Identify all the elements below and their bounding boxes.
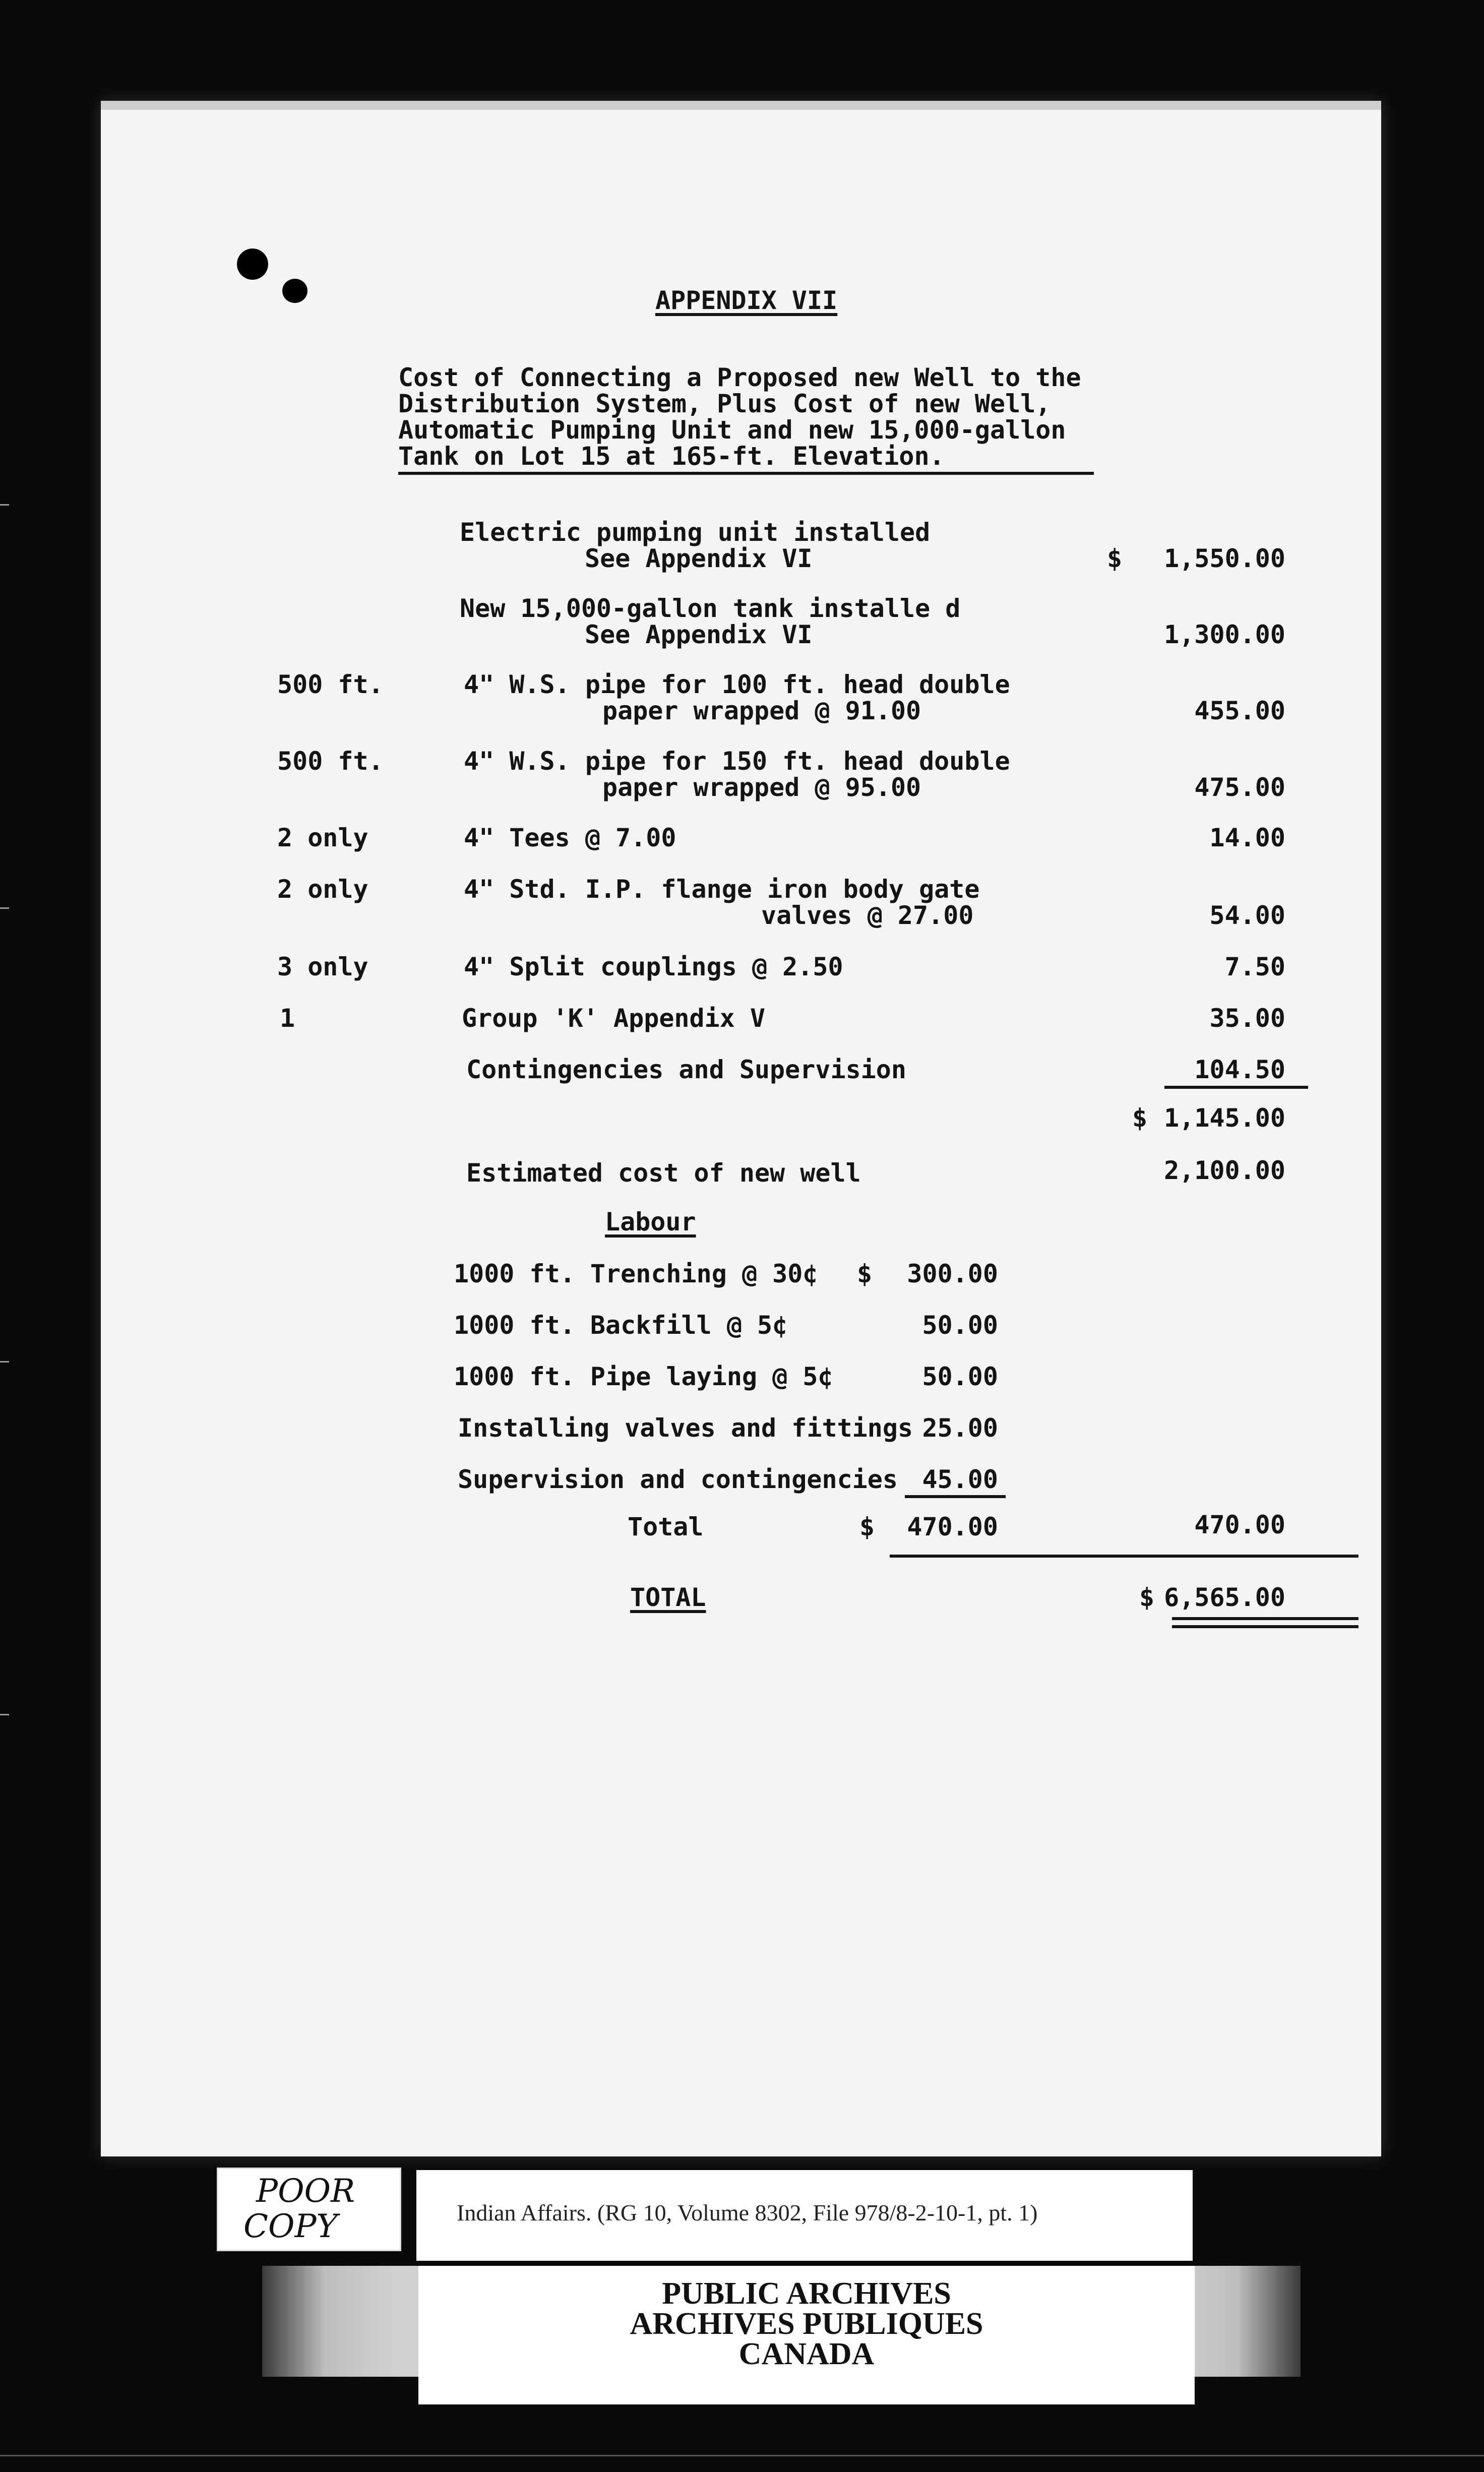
- subtotal-amount: 1,145.00: [1164, 1103, 1285, 1133]
- item-description: 4" W.S. pipe for 100 ft. head double: [464, 670, 1010, 699]
- poor-copy-label: [217, 2168, 401, 2251]
- labour-row-amount: 300.00: [907, 1259, 998, 1288]
- subtitle-line: Tank on Lot 15 at 165-ft. Elevation.: [398, 442, 945, 471]
- item-description: Contingencies and Supervision: [466, 1055, 906, 1084]
- labour-row-amount: 45.00: [922, 1465, 998, 1494]
- labour-row-label: Installing valves and fittings: [458, 1413, 913, 1443]
- item-description: New 15,000-gallon tank installe d: [460, 594, 961, 623]
- item-description-cont: paper wrapped @ 95.00: [602, 773, 921, 802]
- labour-total-carried: 470.00: [1194, 1510, 1285, 1539]
- citation-text: Indian Affairs. (RG 10, Volume 8302, File 978/8-2-10-1, pt. 1): [457, 2200, 1038, 2226]
- item-reference: See Appendix VI: [585, 620, 813, 649]
- archives-stamp: [418, 2266, 1195, 2404]
- double-underline: [1172, 1625, 1358, 1628]
- grand-total-amount: 6,565.00: [1164, 1583, 1285, 1612]
- item-description: Electric pumping unit installed: [460, 518, 931, 547]
- page-title: APPENDIX VII: [655, 286, 838, 315]
- item-quantity: 2 only: [277, 875, 368, 904]
- dollar-sign: $: [1132, 1103, 1148, 1133]
- item-amount: 1,550.00: [1164, 544, 1285, 573]
- item-amount: 54.00: [1209, 901, 1285, 930]
- total-rule: [890, 1555, 1358, 1558]
- subtitle-line: Cost of Connecting a Proposed new Well to the: [398, 363, 1081, 392]
- scan-mark: [0, 1714, 9, 1715]
- double-underline: [1172, 1617, 1358, 1620]
- poor-copy-text: POOR: [256, 2173, 355, 2210]
- item-description: Group 'K' Appendix V: [462, 1004, 766, 1033]
- punch-hole: [282, 279, 307, 303]
- dollar-sign: $: [859, 1512, 875, 1541]
- poor-copy-text: COPY: [243, 2208, 338, 2245]
- amount-underline: [1164, 1086, 1308, 1089]
- labour-row-amount: 50.00: [922, 1311, 998, 1340]
- amount-underline: [905, 1495, 1006, 1498]
- item-description-cont: paper wrapped @ 91.00: [602, 696, 921, 725]
- item-description-cont: valves @ 27.00: [761, 901, 974, 930]
- labour-total-amount: 470.00: [907, 1512, 998, 1541]
- item-amount: 7.50: [1224, 952, 1285, 981]
- item-quantity: 3 only: [277, 952, 368, 981]
- scan-mark: [0, 1361, 9, 1363]
- document-page: [101, 101, 1381, 2156]
- citation-label: [416, 2170, 1193, 2261]
- labour-row-label: 1000 ft. Trenching @ 30¢: [454, 1259, 818, 1288]
- item-amount: 14.00: [1209, 823, 1285, 852]
- item-quantity: 2 only: [277, 823, 368, 852]
- item-amount: 1,300.00: [1164, 620, 1285, 649]
- labour-row-label: 1000 ft. Pipe laying @ 5¢: [454, 1362, 833, 1391]
- frame-edge: [0, 2455, 1484, 2456]
- dollar-sign: $: [1107, 544, 1123, 573]
- archives-line: PUBLIC ARCHIVES: [662, 2276, 951, 2311]
- item-description: 4" Tees @ 7.00: [464, 823, 676, 852]
- archives-line: ARCHIVES PUBLIQUES: [630, 2307, 983, 2341]
- item-reference: See Appendix VI: [585, 544, 813, 573]
- item-amount: 35.00: [1209, 1004, 1285, 1033]
- item-description: 4" Std. I.P. flange iron body gate: [464, 875, 980, 904]
- labour-row-amount: 50.00: [922, 1362, 998, 1391]
- labour-heading: Labour: [605, 1207, 696, 1237]
- item-description: 4" W.S. pipe for 150 ft. head double: [464, 747, 1010, 776]
- scan-mark: [0, 907, 9, 909]
- scan-mark: [0, 504, 9, 506]
- item-amount: 104.50: [1194, 1055, 1285, 1084]
- labour-row-label: Supervision and contingencies: [458, 1465, 898, 1494]
- labour-row-amount: 25.00: [922, 1413, 998, 1443]
- well-label: Estimated cost of new well: [466, 1158, 861, 1188]
- item-quantity: 500 ft.: [277, 670, 384, 699]
- labour-total-label: Total: [628, 1512, 704, 1541]
- well-amount: 2,100.00: [1164, 1156, 1285, 1185]
- grand-total-label: TOTAL: [630, 1583, 706, 1612]
- item-quantity: 1: [280, 1004, 295, 1033]
- item-quantity: 500 ft.: [277, 747, 384, 776]
- item-amount: 455.00: [1194, 696, 1285, 725]
- dollar-sign: $: [1139, 1583, 1155, 1612]
- archives-line: CANADA: [738, 2337, 875, 2371]
- subtitle-line: Distribution System, Plus Cost of new Well,: [398, 389, 1051, 418]
- subtitle-underline: [398, 472, 1094, 475]
- item-amount: 475.00: [1194, 773, 1285, 802]
- item-description: 4" Split couplings @ 2.50: [464, 952, 843, 981]
- subtitle-line: Automatic Pumping Unit and new 15,000-gallon: [398, 415, 1066, 445]
- punch-hole: [237, 249, 268, 280]
- labour-row-label: 1000 ft. Backfill @ 5¢: [454, 1311, 788, 1340]
- dollar-sign: $: [857, 1259, 873, 1288]
